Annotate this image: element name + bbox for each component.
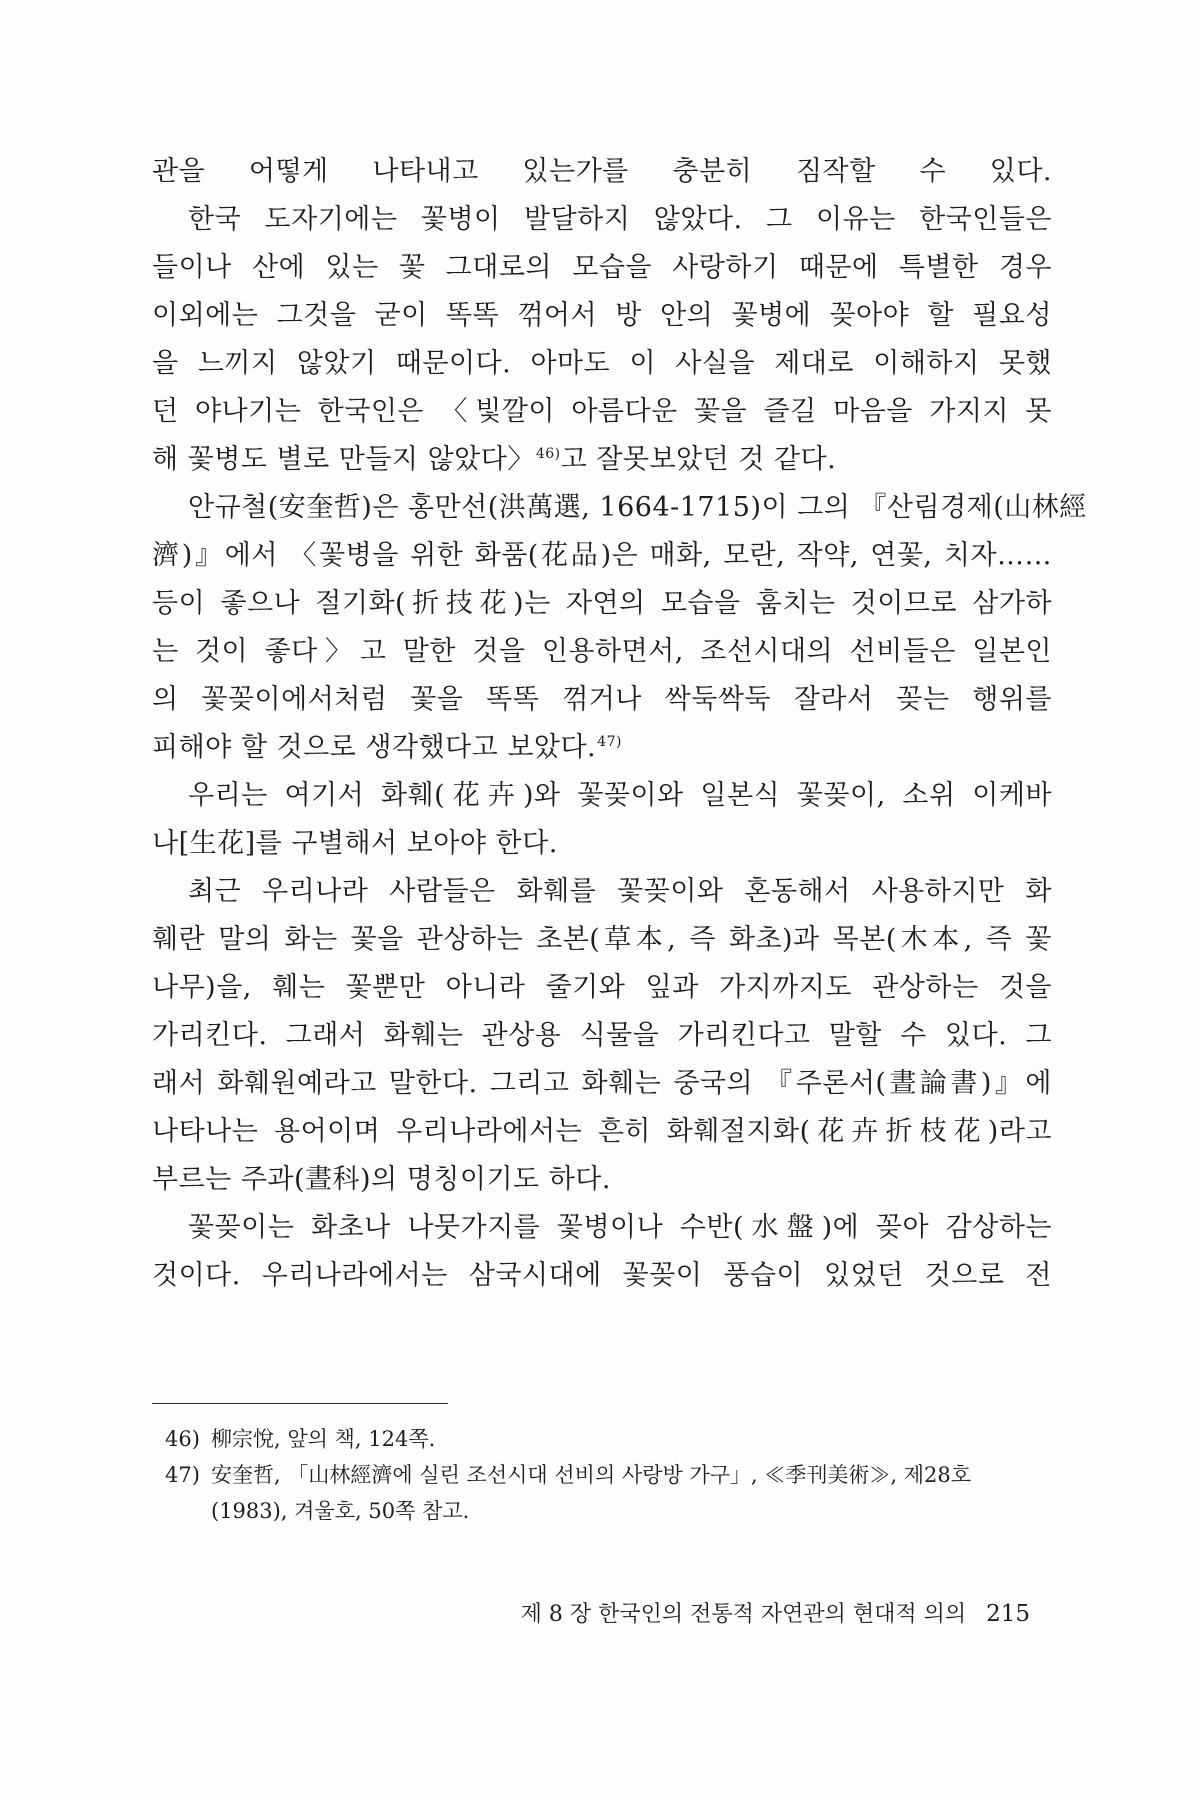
text-line: 한국 도자기에는 꽃병이 발달하지 않았다. 그 이유는 한국인들은 [188,204,1052,235]
footnote-number: 47) [165,1463,200,1487]
text-line: 최근 우리나라 사람들은 화훼를 꽃꽂이와 혼동해서 사용하지만 화 [188,876,1052,907]
footnote-text: 安奎哲, 「山林經濟에 실린 조선시대 선비의 사랑방 가구」, ≪季刊美術≫, 제28호 [211,1463,972,1487]
footnote-46 [165,1421,1045,1457]
text-line: 나무)을, 훼는 꽃뿐만 아니라 줄기와 잎과 가지까지도 관상하는 것을 [152,972,1052,1003]
text-line: 꽃꽂이는 화초나 나뭇가지를 꽃병이나 수반(水盤)에 꽂아 감상하는 [188,1212,1052,1243]
footnote-divider [152,1403,448,1404]
text-line: 이외에는 그것을 굳이 똑똑 꺾어서 방 안의 꽃병에 꽂아야 할 필요성 [152,300,1052,331]
page-number: 215 [986,1601,1030,1627]
footnote-47 [165,1457,1045,1493]
text-line: 부르는 주과(晝科)의 명칭이기도 하다. [152,1164,611,1195]
text-line: 던 야나기는 한국인은 〈빛깔이 아름다운 꽃을 즐길 마음을 가지지 못 [152,396,1052,427]
text-line: 의 꽃꽂이에서처럼 꽃을 똑똑 꺾거나 싹둑싹둑 잘라서 꽂는 행위를 [152,684,1052,715]
footnote-text: (1983), 겨울호, 50쪽 참고. [211,1499,470,1523]
text-line: 래서 화훼원예라고 말한다. 그리고 화훼는 중국의 『주론서(晝論書)』에 [152,1068,1052,1099]
chapter-title: 제 8 장 한국인의 전통적 자연관의 현대적 의의 [520,1602,967,1627]
footnotes [165,1421,1045,1529]
body-text [152,148,1087,1300]
text-line: 들이나 산에 있는 꽃 그대로의 모습을 사랑하기 때문에 특별한 경우 [152,252,1052,283]
footnote-number: 46) [165,1427,200,1451]
text-line: 濟)』에서 〈꽃병을 위한 화품(花品)은 매화, 모란, 작약, 연꽃, 치자…… [152,540,1052,571]
text-line: 해 꽃병도 별로 만들지 않았다〉$^{46)}$고 잘못보았던 것 같다. [152,444,837,475]
text-line: 훼란 말의 화는 꽃을 관상하는 초본(草本, 즉 화초)과 목본(木本, 즉 꽃 [152,924,1052,955]
text-line: 는 것이 좋다〉고 말한 것을 인용하면서, 조선시대의 선비들은 일본인 [152,636,1052,667]
footnote-47-continued [165,1493,1045,1529]
text-line: 나[生花]를 구별해서 보아야 한다. [152,828,558,859]
text-line: 나타나는 용어이며 우리나라에서는 흔히 화훼절지화(花卉折枝花)라고 [152,1116,1052,1147]
text-line: 을 느끼지 않았기 때문이다. 아마도 이 사실을 제대로 이해하지 못했 [152,348,1052,379]
text-line: 관을 어떻게 나타내고 있는가를 충분히 짐작할 수 있다. [152,156,1052,187]
text-line: 것이다. 우리나라에서는 삼국시대에 꽃꽂이 풍습이 있었던 것으로 전 [152,1260,1052,1291]
footnote-reference: 47) [597,734,622,750]
text-line: 등이 좋으나 절기화(折技花)는 자연의 모습을 훔치는 것이므로 삼가하 [152,588,1052,619]
text-line: 우리는 여기서 화훼(花卉)와 꽃꽂이와 일본식 꽃꽂이, 소위 이케바 [188,780,1052,811]
text-line: 피해야 할 것으로 생각했다고 보았다.$^{47)}$ [152,732,622,763]
footnote-reference: 46) [535,446,561,462]
running-footer [470,1598,1030,1631]
text-line: 안규철(安奎哲)은 홍만선(洪萬選, 1664-1715)이 그의 『산림경제(山林經 [188,492,1087,523]
text-line: 가리킨다. 그래서 화훼는 관상용 식물을 가리킨다고 말할 수 있다. 그 [152,1020,1052,1051]
footnote-text: 柳宗悅, 앞의 책, 124쪽. [211,1427,436,1451]
